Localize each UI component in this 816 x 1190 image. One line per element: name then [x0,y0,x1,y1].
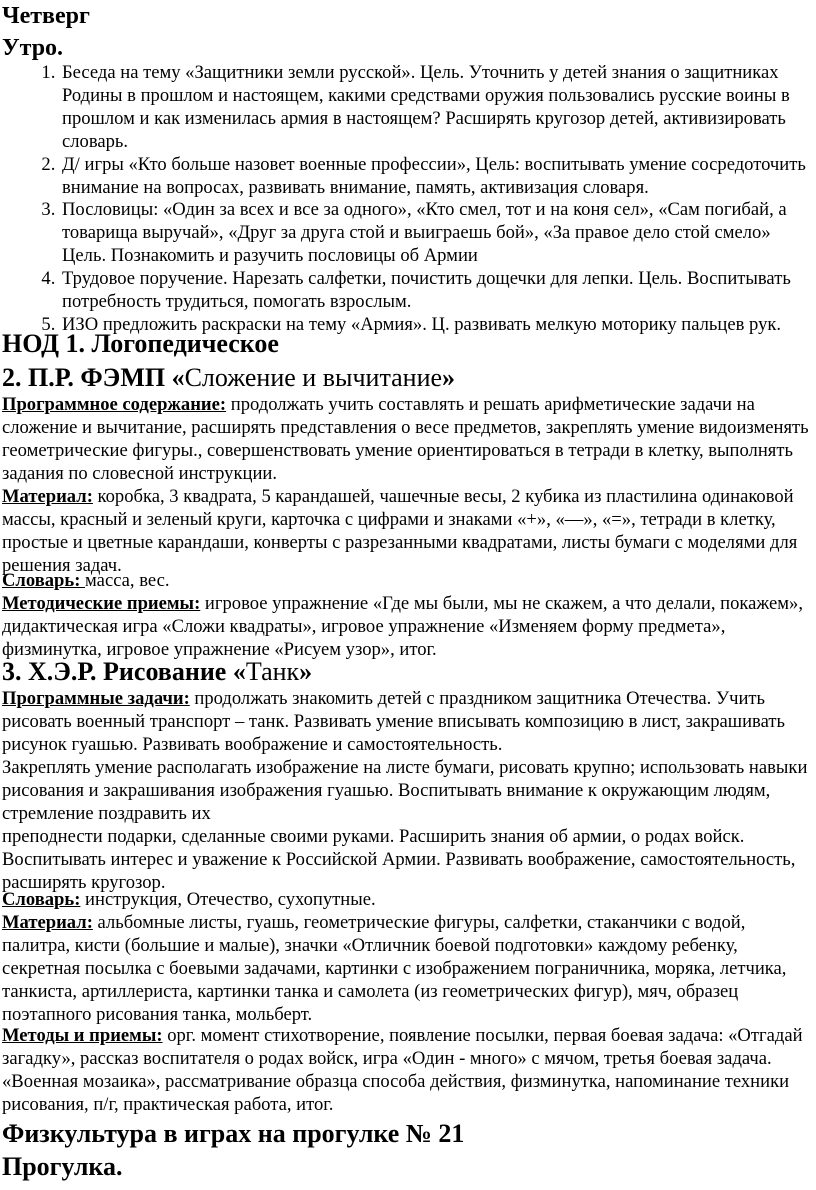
program-label: Программное содержание: [2,394,227,415]
list-item: 2. Д/ игры «Кто больше назовет военные профессии», Цель: воспитывать умение сосредоточить внимание на вопросах, развивать внимание, память, активизация словаря. [60,154,812,200]
section3-heading-topic: Танк [245,657,300,686]
section2-material [2,486,814,578]
material-text: коробка, 3 квадрата, 5 карандашей, чашечные весы, 2 кубика из пластилина одинаковой массы, красный и зеленый круги, карточка с цифрами и знаками «+», «—», «=», тетради в клетку, простые и цветные карандаши, конверты с разрезанными квадратами, листы бумаги с моделями для решения задач. [2,486,798,576]
program-text: продолжать учить составлять и решать арифметические задачи на сложение и вычитание, расширять представления о весе предметов, закреплять умение видоизменять геометрические фигуры., совершенствовать умение ориентироваться в тетради в клетку, выполнять задания по словесной инструкции. [2,394,809,484]
walk-heading: Прогулка. [2,1152,123,1181]
section3-material [2,912,814,1027]
list-item: 4. Трудовое поручение. Нарезать салфетки, почистить дощечки для лепки. Цель. Воспитывать потребность трудиться, помогать взрослым. [60,268,812,314]
material-label: Материал: [2,912,93,933]
material-text: альбомные листы, гуашь, геометрические фигуры, салфетки, стаканчики с водой, палитра, кисти (большие и малые), значки «Отличник боевой подготовки» каждому ребенку, секретная посылка с боевыми задачами, картинки с изображением пограничника, моряка, летчика, танкиста, артиллериста, картинки танка и самолета (из геометрических фигур), мяч, образец поэтапного рисования танка, мольберт. [2,912,787,1025]
section2-heading [2,363,455,393]
methods-label: Методы и приемы: [2,1025,163,1046]
tasks-label: Программные задачи: [2,688,190,709]
methods-text: орг. момент стихотворение, появление посылки, первая боевая задача: «Отгадай загадку», рассказ воспитателя о родах войск, игра «Один - много» с мячом, третья боевая задача. «Военная мозаика», рассматривание образца способа действия, физминутка, напоминание техники рисования, п/г, практическая работа, итог. [2,1025,803,1115]
section3-tasks [2,688,814,757]
morning-heading: Утро. [2,35,64,61]
vocab-text: масса, вес. [85,570,170,591]
section2-heading-topic: Сложение и вычитание [184,363,443,392]
tasks-text: продолжать знакомить детей с праздником защитника Отечества. Учить рисовать военный транспорт – танк. Развивать умение вписывать композицию в лист, закрашивать рисунок гуашью. Развивать воображение и самостоятельность. [2,688,785,755]
methods-text: игровое упражнение «Где мы были, мы не скажем, а что делали, покажем», дидактическая игра «Сложи квадраты», игровое упражнение «Изменяем форму предмета», физминутка, игровое упражнение «Рисуем узор», итог. [2,593,803,660]
section2-program [2,394,814,486]
day-heading: Четверг [2,3,90,29]
nod1-heading: НОД 1. Логопедическое [2,329,279,358]
section2-heading-prefix: 2. П.Р. ФЭМП « [2,363,185,392]
list-item: 3. Пословицы: «Один за всех и все за одного», «Кто смел, тот и на коня сел», «Сам погибай, а товарища выручай», «Друг за друга стой и выиграешь бой», «За правое дело стой смело» Цель. Познакомить и разучить пословицы об Армии [60,199,812,268]
section3-methods [2,1025,814,1117]
list-item: 1. Беседа на тему «Защитники земли русской». Цель. Уточнить у детей знания о защитниках Родины в прошлом и настоящем, какими средствами оружия пользовались русские воины в прошлом и как изменилась армия в настоящем? Расширять кругозор детей, активизировать словарь. [60,62,812,154]
list-item: 5. ИЗО предложить раскраски на тему «Армия». Ц. развивать мелкую моторику пальцев рук. [60,314,812,337]
vocab-text: инструкция, Отечество, сухопутные. [80,889,376,910]
section2-heading-suffix: » [442,363,456,392]
vocab-label: Словарь: [2,570,86,591]
section3-vocab [2,889,814,912]
section2-vocab [2,570,814,593]
section3-heading-prefix: 3. Х.Э.Р. Рисование « [2,657,246,686]
morning-list [0,62,812,337]
material-label: Материал: [2,486,93,507]
vocab-label: Словарь: [2,889,81,910]
section3-heading-suffix: » [299,657,313,686]
section3-heading [2,657,312,687]
section2-methods [2,593,814,662]
section3-text-2: Закреплять умение располагать изображение на листе бумаги, рисовать крупно; использовать навыки рисования и закрашивания изображения гуашью. Воспитывать внимание к окружающим людям, стремление поздравить их [2,757,808,824]
physical-education-heading: Физкультура в играх на прогулке № 21 [2,1119,465,1148]
methods-label: Методические приемы: [2,593,201,614]
section3-text-3: преподнести подарки, сделанные своими руками. Расширить знания об армии, о родах войск. Воспитывать интерес и уважение к Российской Армии. Развивать воображение, самостоятельность, расширять кругозор. [2,826,796,893]
